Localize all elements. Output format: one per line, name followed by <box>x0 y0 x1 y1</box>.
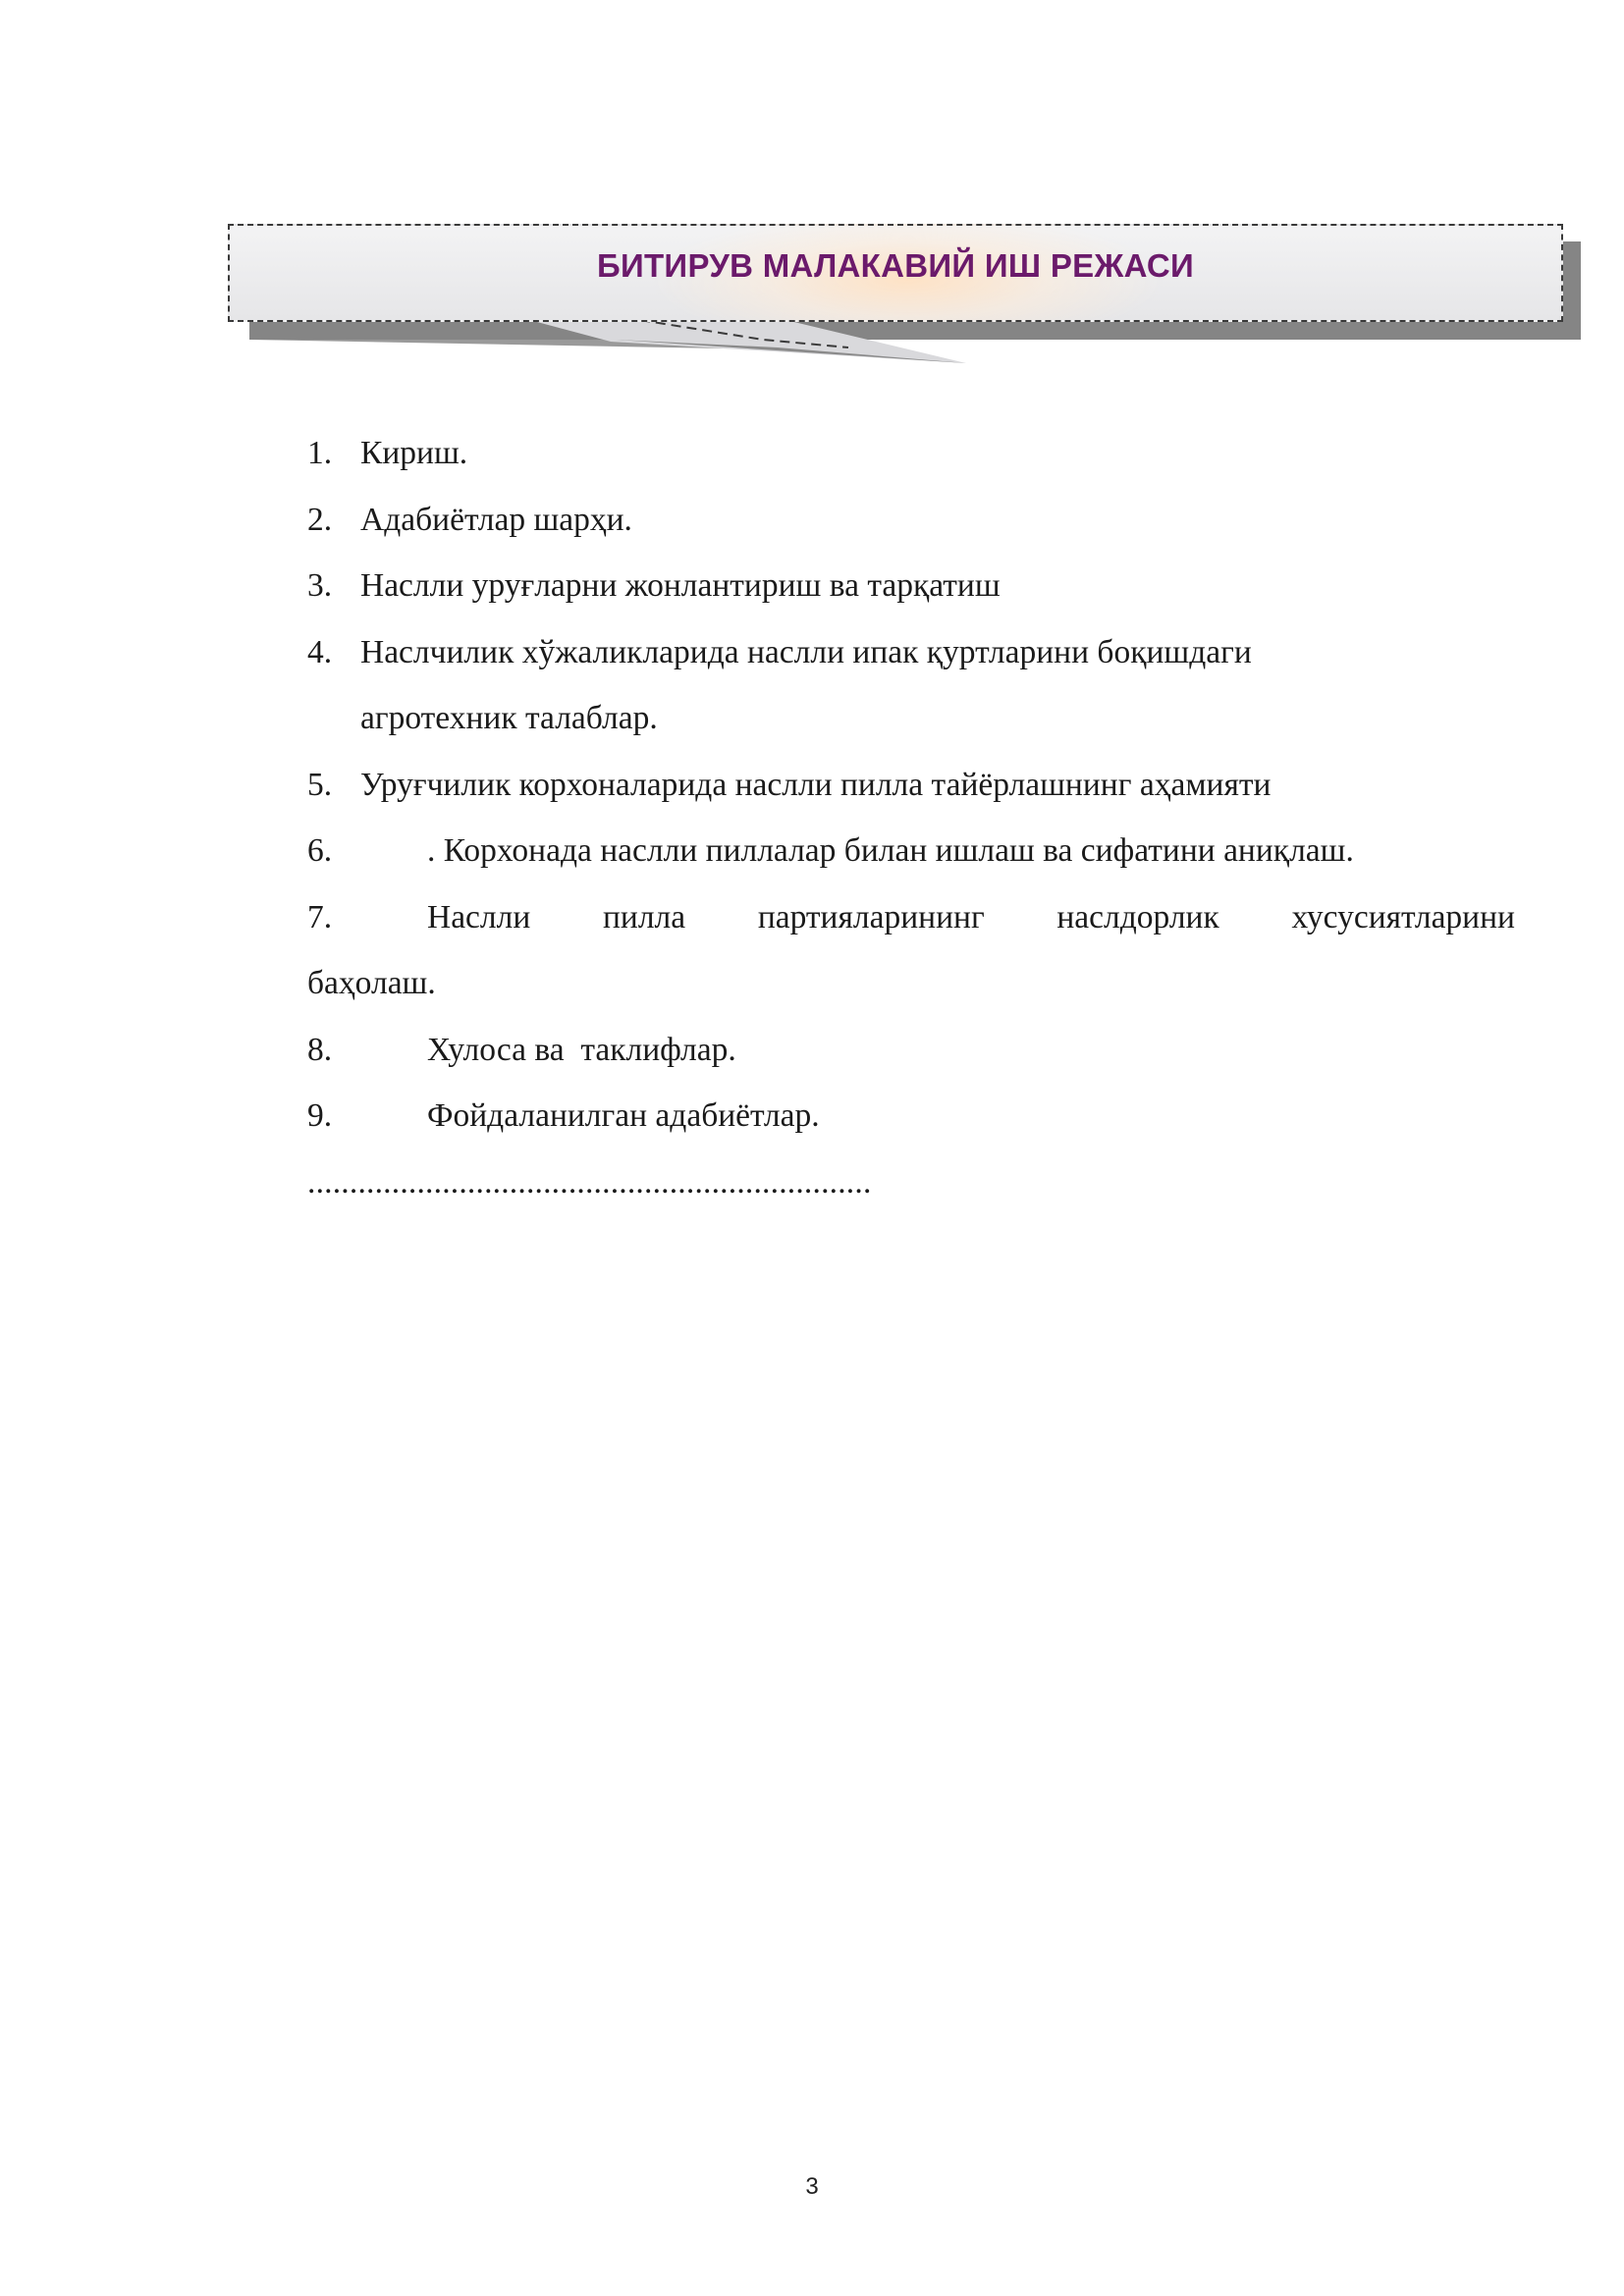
callout-box <box>228 224 1563 322</box>
item-text: Фойдаланилган адабиётлар. <box>427 1097 820 1134</box>
list-item <box>307 1017 1515 1084</box>
list-item <box>307 619 1515 686</box>
item-number: 3. <box>307 567 333 604</box>
item-word: хусусиятларини <box>1291 898 1515 935</box>
item-word: Наслли <box>427 898 531 935</box>
item-number: 5. <box>307 766 333 803</box>
list-item <box>307 818 1515 884</box>
list-item <box>307 553 1515 619</box>
item-text: Уруғчилик корхоналарида наслли пилла тайёрлашнинг аҳамияти <box>360 766 1272 803</box>
page-number: 3 <box>805 2173 819 2200</box>
item-number: 6. <box>307 832 333 869</box>
item-word: партияларининг <box>757 898 985 935</box>
page-title: БИТИРУВ МАЛАКАВИЙ ИШ РЕЖАСИ <box>596 247 1195 284</box>
item-number: 9. <box>307 1097 333 1134</box>
dotted-leader: ................................................................... <box>307 1163 872 1201</box>
list-item <box>307 420 1515 487</box>
item-number: 1. <box>307 435 333 471</box>
item-text: Кириш. <box>360 435 468 471</box>
item-text: Хулоса ва таклифлар. <box>427 1031 736 1068</box>
item-number: 4. <box>307 633 333 670</box>
item-text: Наслли уруғларни жонлантириш ва тарқатиш <box>360 567 1001 604</box>
list-item <box>307 752 1515 819</box>
item-word: наслдорлик <box>1056 898 1219 935</box>
item-text: Адабиётлар шарҳи. <box>360 501 632 538</box>
list-item <box>307 884 1515 951</box>
item-number: 8. <box>307 1031 333 1068</box>
plan-list <box>307 420 1515 1215</box>
item-text-continuation: баҳолаш. <box>307 965 436 1001</box>
title-callout <box>228 224 1583 371</box>
list-item <box>307 487 1515 554</box>
list-item <box>307 1083 1515 1149</box>
item-number: 2. <box>307 501 333 538</box>
item-text: . Корхонада наслли пиллалар билан ишлаш ва сифатини аниқлаш. <box>427 832 1354 869</box>
item-text-continuation: агротехник талаблар. <box>360 700 658 736</box>
item-text: Наслчилик хўжаликларида наслли ипак қуртларини боқишдаги <box>360 633 1252 670</box>
item-text <box>427 884 1515 951</box>
item-word: пилла <box>602 898 686 935</box>
item-number: 7. <box>307 898 333 935</box>
